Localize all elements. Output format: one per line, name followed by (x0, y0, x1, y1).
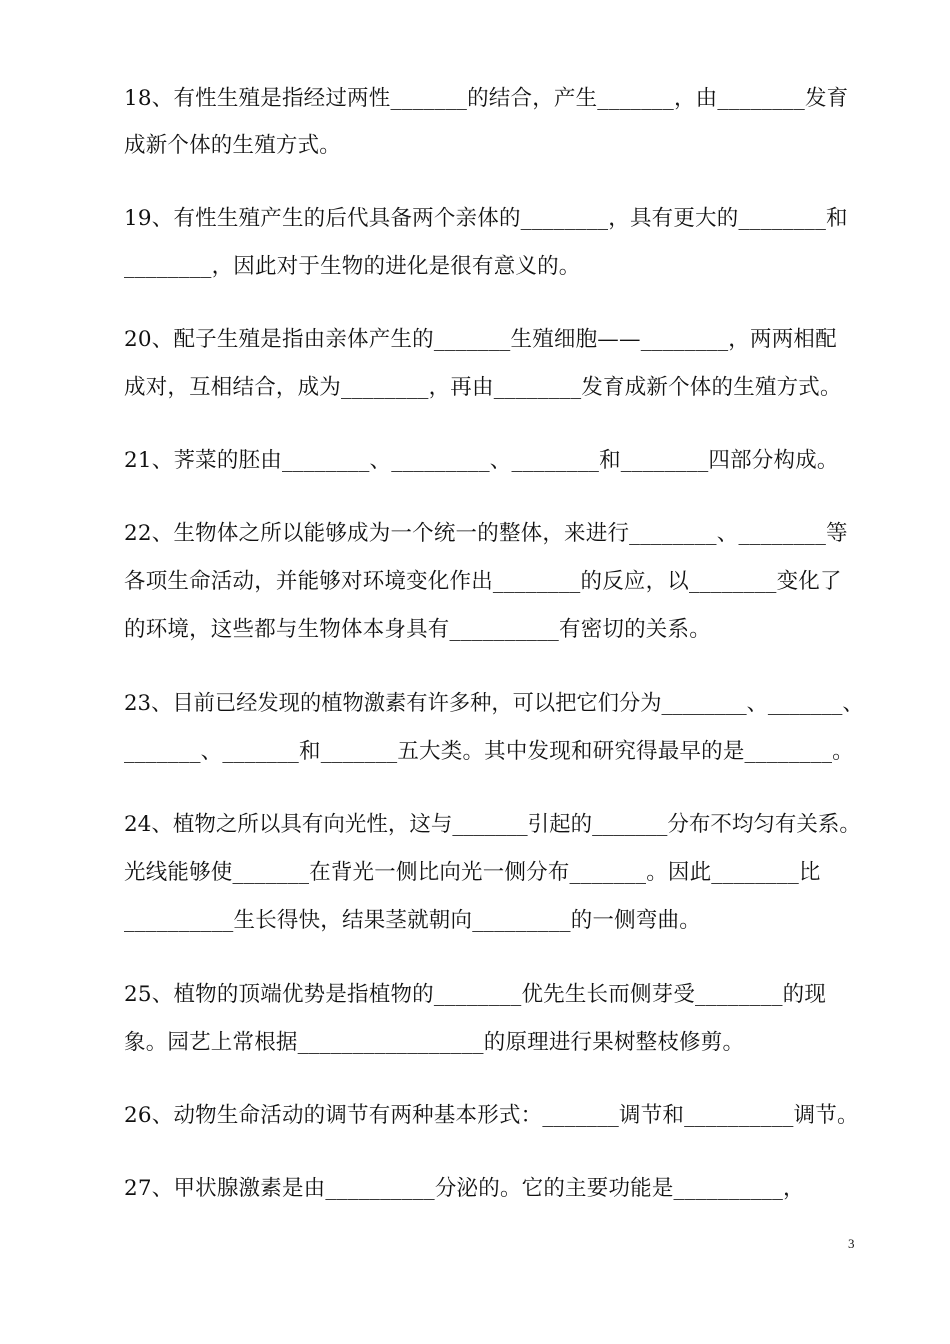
question-23-line-2: _______、_______和_______五大类。其中发现和研究得最早的是________。 (124, 739, 854, 764)
question-25-line-2: 象。园艺上常根据_________________的原理进行果树整枝修剪。 (124, 1030, 745, 1055)
question-18-line-1: 18、有性生殖是指经过两性_______的结合，产生_______，由________发育 (124, 86, 849, 111)
question-22-line-1: 22、生物体之所以能够成为一个统一的整体，来进行________、________等 (124, 521, 848, 546)
question-21-line-1: 21、荠菜的胚由________、_________、________和________四部分构成。 (124, 448, 839, 473)
question-22-line-2: 各项生命活动，并能够对环境变化作出________的反应，以________变化了 (124, 569, 842, 594)
question-25-line-1: 25、植物的顶端优势是指植物的________优先生长而侧芽受________的现 (124, 982, 827, 1007)
question-26-line-1: 26、动物生命活动的调节有两种基本形式：_______调节和__________调节。 (124, 1103, 859, 1128)
question-22-line-3: 的环境，这些都与生物体本身具有__________有密切的关系。 (124, 617, 711, 642)
question-24-line-3: __________生长得快，结果茎就朝向_________的一侧弯曲。 (124, 908, 701, 933)
question-24-line-1: 24、植物之所以具有向光性，这与_______引起的_______分布不均匀有关系。 (124, 812, 861, 837)
question-20-line-2: 成对，互相结合，成为________，再由________发育成新个体的生殖方式。 (124, 375, 842, 400)
question-19-line-1: 19、有性生殖产生的后代具备两个亲体的________，具有更大的________和 (124, 206, 848, 231)
page-number: 3 (848, 1236, 855, 1251)
question-18-line-2: 成新个体的生殖方式。 (124, 133, 342, 158)
question-23-line-1: 23、目前已经发现的植物激素有许多种，可以把它们分为________、_______、 (124, 691, 864, 716)
question-20-line-1: 20、配子生殖是指由亲体产生的_______生殖细胞——________，两两相配 (124, 327, 837, 352)
question-24-line-2: 光线能够使_______在背光一侧比向光一侧分布_______。因此________比 (124, 860, 821, 885)
question-19-line-2: ________，因此对于生物的进化是很有意义的。 (124, 254, 581, 279)
question-27-line-1: 27、甲状腺激素是由__________分泌的。它的主要功能是__________， (124, 1176, 805, 1201)
